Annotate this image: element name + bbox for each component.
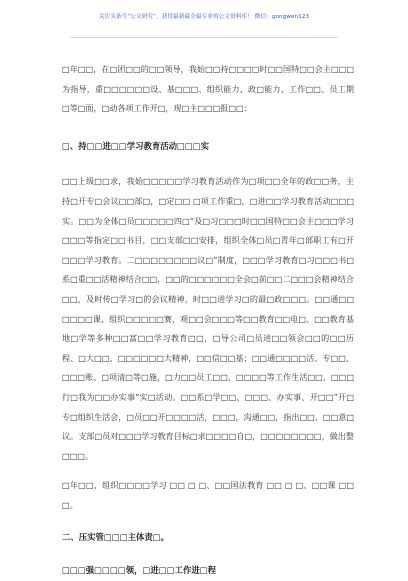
subsection-heading: □□□强□□□□领，□进□□工作进□程 xyxy=(62,565,217,576)
spacer xyxy=(62,119,354,137)
spacer xyxy=(62,466,354,476)
section-heading-2: 二、压实管□□□主体责□。 xyxy=(62,532,170,543)
section-1-paragraph: □□上级□□求，我始□□□□□学习教育活动作为□项□□全年的政□□务，主持□开专□会议□□部□，□定□□ □项工作重□，□进□□学习教育活动□□□实。□□为全体□员□□□□□四□”及□习□□□时□□国特□□会主□□□学习□□□等指定□□书目，□□支部□□安排，组织全体□员□青年□部职工有□开□□□学习教育。二□□□□□□□□议□”制度，□□□学习教育□习□□□书□系□重□□活精神结合□□，□□的□□□□□□全会□前□□二□□□会精神结合□□，及时传□学习□的会议精神，时□□进学习□的最□政□□□。□□通□□□□□□课、组织□□□□□赛，观□□会□□□等□□教育□□电□、□□教育基地□学等多种□□富□□学习教育□□，□导公司□员进□□领会□□的□□历程、□大□□、□□□□□□大精神，□□信□□基；□□通□□□□活、专□□、□□□账、□项清□等□施，□力□□员工□□、□□□□等工作生活□□，□□□行□我为□□办实事”实□活动。□□系□学□□、□□□、办实事、开□□”开□专□组织生活会，□员□□开□□□□活，□□□，沟通□□，指出□□、□□意□议。支部□员对□□□学习教育目标□求□□□□自□，□□□□□□□□，做出整□□□。 xyxy=(62,176,354,461)
intro-paragraph: □年□□，在□团□□的□□领导，我始□□持□□□□时□□国特□□会主□□□为指导，重□□□□□□设、基□□□、组织能力、政□能力、工作□□、员工期□等□面，□动各项工作开□，现□主□□□报□□： xyxy=(62,64,354,114)
banner-text[interactable]: 关注头条号“公文研究”，获得最新最全最专业的公文资料库！ 微信：gongwen123 xyxy=(98,14,310,20)
banner-divider xyxy=(70,37,338,38)
spacer xyxy=(62,156,354,172)
summary-paragraph: □年□□，组织□□□□学习 □□ □ □、□□国法教育 □□ □ □、□□课 □□ □。 xyxy=(62,480,354,510)
document-body xyxy=(62,60,354,581)
section-heading-1: □、持□□进□□学习教育活动□□□实 xyxy=(62,140,210,151)
spacer xyxy=(62,548,354,561)
spacer xyxy=(62,515,354,528)
top-banner xyxy=(0,0,408,44)
